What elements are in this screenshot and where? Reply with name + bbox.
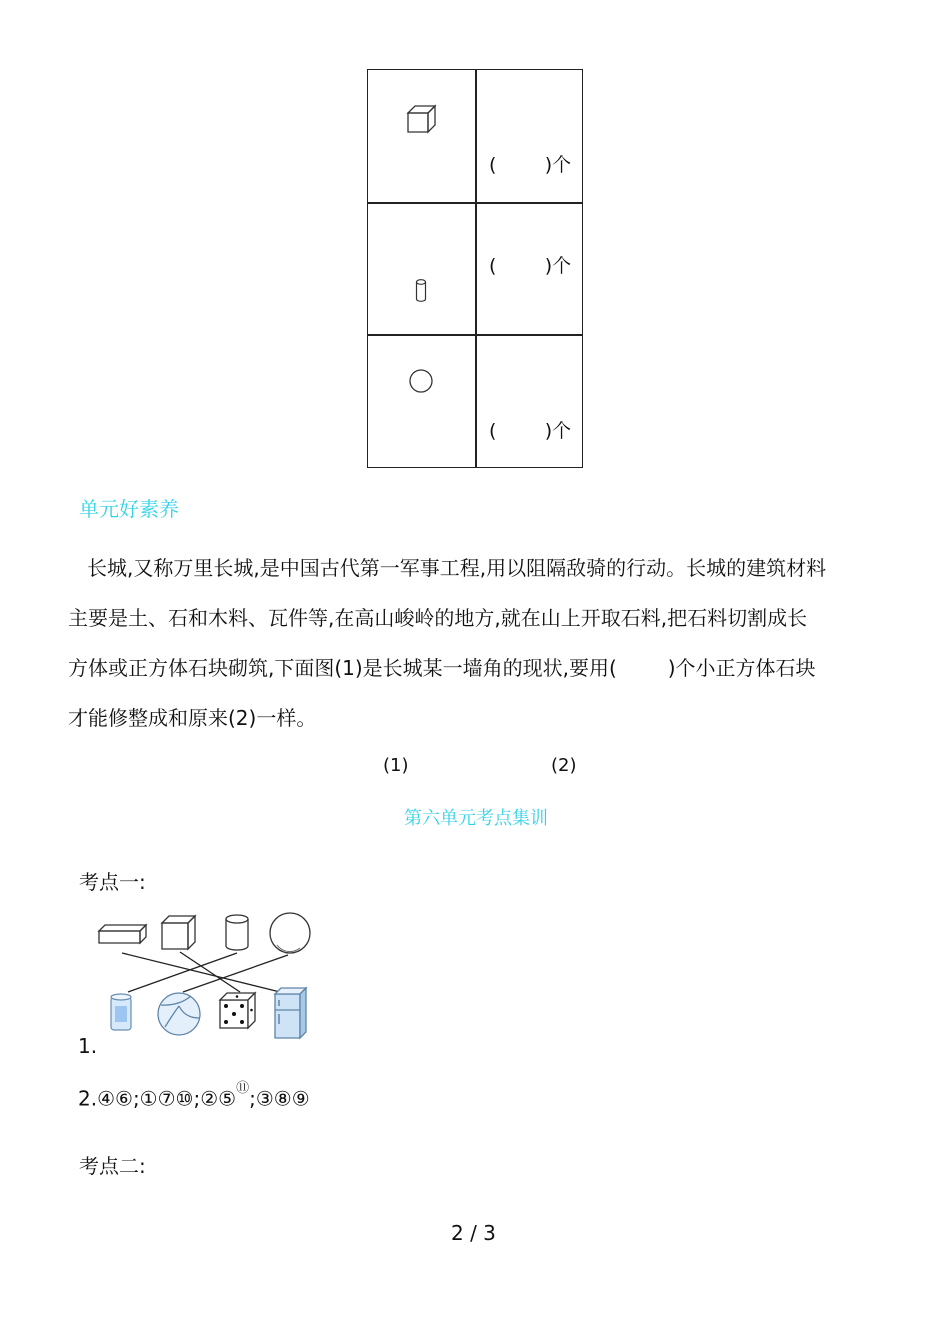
table-column-divider	[475, 70, 477, 467]
test-point-one: 考点一:	[79, 870, 146, 894]
answer-item-2-sup: ⑪	[236, 1081, 250, 1096]
cube-count-blank: ( )个	[489, 154, 572, 176]
table-row-divider	[368, 334, 582, 336]
answer-item-2-text: 2.④⑥;①⑦⑩;②⑤	[78, 1086, 237, 1111]
answer-item-2-tail: ;③⑧⑨	[249, 1086, 310, 1111]
figure-label-2: (2)	[551, 755, 577, 776]
soda-can-icon	[111, 994, 131, 1030]
cube-icon	[406, 104, 438, 134]
paragraph-line: 才能修整成和原来(2)一样。	[68, 706, 317, 730]
sphere-icon	[270, 913, 310, 953]
table-row-divider	[368, 202, 582, 204]
refrigerator-icon	[275, 988, 306, 1038]
test-point-two: 考点二:	[79, 1154, 146, 1178]
sphere-count-blank: ( )个	[489, 420, 572, 442]
figure-label-1: (1)	[383, 755, 409, 776]
shape-count-table	[367, 69, 583, 468]
matching-diagram	[95, 910, 320, 1042]
cylinder-icon	[226, 915, 248, 950]
volleyball-icon	[158, 993, 200, 1035]
dice-icon	[220, 993, 255, 1028]
paragraph-line: 方体或正方体石块砌筑,下面图(1)是长城某一墙角的现状,要用( )个小正方体石块	[68, 656, 816, 680]
cylinder-icon	[414, 278, 428, 304]
paragraph-line: 长城,又称万里长城,是中国古代第一军事工程,用以阻隔敌骑的行动。长城的建筑材料	[87, 556, 827, 580]
paragraph-line: 主要是土、石和木料、瓦件等,在高山峻岭的地方,就在山上开取石料,把石料切割成长	[68, 606, 808, 630]
page-number: 2 / 3	[451, 1221, 496, 1245]
answer-item-2	[78, 1083, 310, 1111]
cylinder-count-blank: ( )个	[489, 255, 572, 277]
section-heading-unit-six: 第六单元考点集训	[404, 808, 548, 829]
cuboid-icon	[99, 925, 146, 943]
sphere-icon	[408, 368, 434, 394]
cube-icon	[162, 916, 195, 949]
answer-item-1: 1.	[78, 1034, 98, 1058]
section-heading-literacy: 单元好素养	[79, 497, 179, 521]
